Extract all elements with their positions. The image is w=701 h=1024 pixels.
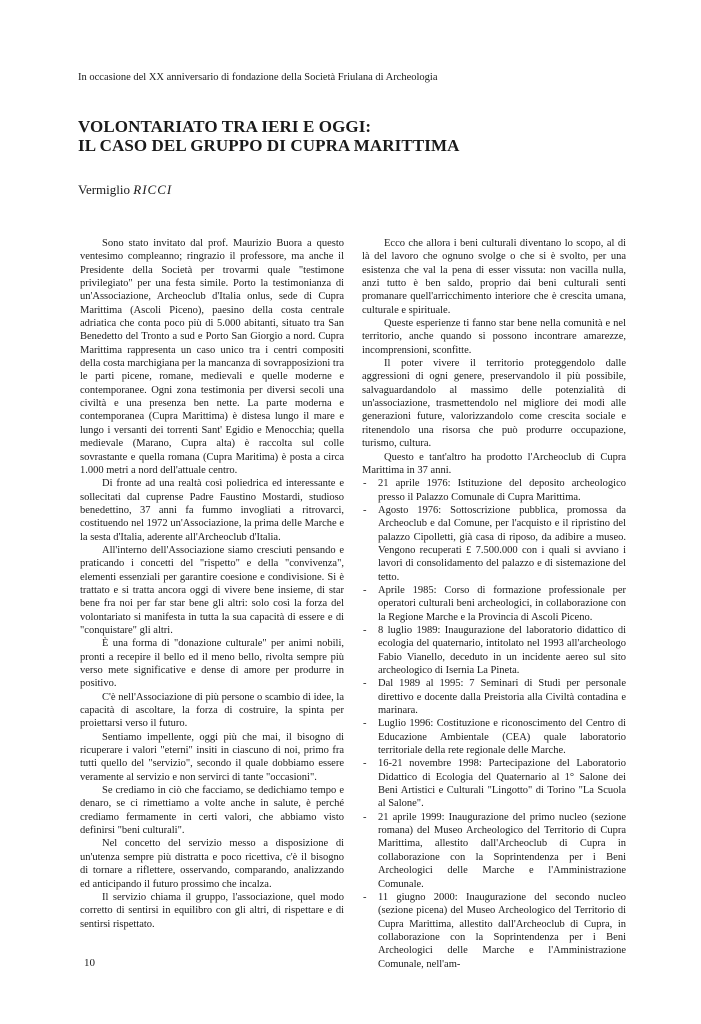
- author-surname: RICCI: [133, 182, 173, 197]
- title-line-2: IL CASO DEL GRUPPO DI CUPRA MARITTIMA: [78, 136, 460, 155]
- body-paragraph: Ecco che allora i beni culturali diventano lo scopo, al di là del lavoro che ognuno svolge o che si è svolto, per una esistenza che val la pena di esser vissuta: non vacilla nulla, anzi tutto è ben saldo, proprio dai beni culturali senti promanare quell'arricchimento interiore che è crescita umana, culturale e spirituale.: [362, 238, 626, 316]
- title-line-1: VOLONTARIATO TRA IERI E OGGI:: [78, 117, 372, 136]
- body-paragraph: È una forma di "donazione culturale" per animi nobili, pronti a recepire il bello ed il meno bello, rivolta sempre più verso mete significative e dense di amore per produrre in positivo.: [80, 638, 344, 690]
- list-item: [362, 717, 626, 757]
- body-paragraph: Sentiamo impellente, oggi più che mai, il bisogno di ricuperare i valori "eterni" insiti in ciascuno di noi, primo fra tutti quello del "servizio", secondo il quale dobbiamo essere veramente al servizio e non servirci di tante "occasioni".: [80, 731, 344, 783]
- list-item: [362, 624, 626, 677]
- left-column: [80, 237, 344, 931]
- body-paragraph: All'interno dell'Associazione siamo cresciuti pensando e praticando i concetti del "rispetto" e della "convivenza", elementi essenziali per garantire coesione e condivisione. Si è trattato e si tratta ancora oggi di vivere bene insieme, di star bene fra noi per far star bene gli altri: solo così la forza del volontariato si manifesta in tutta la sua capacità di essere e di "conquistare" gli altri.: [80, 544, 344, 636]
- body-paragraph: Sono stato invitato dal prof. Maurizio Buora a questo ventesimo compleanno; ringrazio il professore, ma anche il Presidente della Società per trovarmi quale "testimone privilegiato" per una festa simile. Porto la testimonianza di un'Associazione, Archeoclub d'Italia onlus, sede di Cupra Marittima (Ascoli Piceno), paesino della costa centrale adriatica che conta poco più di 5.000 abitanti, situato tra San Benedetto del Tronto a sud e Porto San Giorgio a nord. Cupra Marittima rappresenta un caso unico tra i centri compositi della costa marchigiana per la mancanza di sovrapposizioni tra le parti picene, romane, medievali e quelle moderne e contemporanee. Ogni zona testimonia per diversi secoli una civiltà e una presenza ben nette. La parte moderna e contemporanea (Cupra Marittima) è distesa lungo il mare e lungo i versanti dei torrenti Sant' Egidio e Menocchia; quella medievale (Marano, Cupra alta) è raccolta sul colle sovrastante e quella romana (Cupra Maritima) è posta a circa 1.000 metri a nord dell'attuale centro.: [80, 238, 344, 476]
- body-paragraph: Questo e tant'altro ha prodotto l'Archeoclub di Cupra Marittima in 37 anni.: [362, 451, 626, 476]
- list-dash: -: [363, 624, 367, 636]
- list-item: [362, 891, 626, 971]
- body-paragraph: Nel concetto del servizio messo a disposizione di un'utenza sempre più distratta e poco ricettiva, c'è il bisogno di tornare a riflettere, osservando, comparando, analizzando ed anticipando il futuro prossimo che incalza.: [80, 838, 344, 890]
- list-dash: -: [363, 758, 367, 770]
- list-item-text: 16-21 novembre 1998: Partecipazione del Laboratorio Didattico di Ecologia del Quaternario al 1° Salone dei Beni Artistici e Culturali "Lingotto" di Torino "La Scuola al Salone".: [378, 758, 626, 810]
- list-item: [362, 504, 626, 584]
- page-number: 10: [84, 957, 95, 969]
- list-item-text: Dal 1989 al 1995: 7 Seminari di Studi per personale direttivo e docente dalla Preistoria alla Civiltà contadina e marinara.: [378, 678, 626, 717]
- list-dash: -: [363, 504, 367, 516]
- list-item-text: 21 aprile 1999: Inaugurazione del primo nucleo (sezione romana) del Museo Archeologico del Territorio di Cupra Marittima, allestito dall'Archeoclub di Cupra in collaborazione con la Soprintendenza per i Beni Archeologici delle Marche e l'Amministrazione Comunale.: [378, 811, 626, 890]
- list-item: [362, 477, 626, 504]
- activities-list: [362, 477, 626, 971]
- list-dash: -: [363, 718, 367, 730]
- body-paragraph: Se crediamo in ciò che facciamo, se dedichiamo tempo e denaro, se ci rimettiamo a volte anche in salute, è perché crediamo fermamente in certi valori, che abbiamo visto definirsi "beni culturali".: [80, 785, 344, 837]
- body-paragraph: Di fronte ad una realtà così poliedrica ed interessante e sollecitati dal cuprense Padre Faustino Mostardi, studioso benedettino, 37 anni fa fummo invogliati a ritrovarci, costituendo nel 1972 un'Associazione, la prima delle Marche e la sesta d'Italia, aderente all'Archeoclub d'Italia.: [80, 478, 344, 543]
- list-item: [362, 677, 626, 717]
- list-item-text: Aprile 1985: Corso di formazione professionale per operatori culturali beni archeologici, in collaborazione con la Regione Marche e la Provincia di Ascoli Piceno.: [378, 584, 626, 623]
- list-dash: -: [363, 811, 367, 823]
- body-paragraph: Il servizio chiama il gruppo, l'associazione, quel modo corretto di sentirsi in equilibro con gli altri, di rispettare e di sentirsi rispettato.: [80, 891, 344, 930]
- author-given-name: Vermiglio: [78, 182, 130, 197]
- article-title: [78, 117, 598, 155]
- list-item-text: Luglio 1996: Costituzione e riconoscimento del Centro di Educazione Ambientale (CEA) quale laboratorio territoriale della rete regionale delle Marche.: [378, 718, 626, 757]
- body-paragraph: Il poter vivere il territorio proteggendolo dalle aggressioni di ogni genere, preservandolo il più possibile, salvaguardandolo al massimo delle potenzialità di un'associazione, trasmettendolo nel migliore dei modi alle generazioni future, valorizzandolo come crescita sociale e ritenendolo una risorsa che può produrre occupazione, turismo, cultura.: [362, 358, 626, 450]
- list-item: [362, 811, 626, 891]
- list-item-text: 11 giugno 2000: Inaugurazione del secondo nucleo (sezione picena) del Museo Archeologico del Territorio di Cupra Marittima, allestito dall'Archeoclub di Cupra, in collaborazione con la Soprintendenza per i Beni Archeologici delle Marche e l'Amministrazione Comunale, nell'am-: [378, 891, 626, 970]
- running-header: In occasione del XX anniversario di fondazione della Società Friulana di Archeologia: [78, 72, 438, 83]
- list-dash: -: [363, 891, 367, 903]
- body-paragraph: Queste esperienze ti fanno star bene nella comunità e nel territorio, anche quando si possono incontrare amarezze, incomprensioni, sconfitte.: [362, 318, 626, 356]
- body-paragraph: C'è nell'Associazione di più persone o scambio di idee, la capacità di ascoltare, la forza di costruire, la spinta per proiettarsi verso il futuro.: [80, 691, 344, 730]
- list-item-text: Agosto 1976: Sottoscrizione pubblica, promossa da Archeoclub e dal Comune, per l'acquisto e il ripristino del palazzo Cipolletti, già casa di riposo, da adibire a museo. Vengono recuperati £ 7.500.000 con i quali si avviano i lavori di consolidamento del palazzo e di sistemazione del tetto.: [378, 504, 626, 583]
- list-dash: -: [363, 584, 367, 596]
- list-item-text: 8 luglio 1989: Inaugurazione del laboratorio didattico di ecologia del quaternario, intitolato nel 1993 all'archeologo Fabio Vianello, deceduto in un incidente aereo sul sito archeologico di Isernia La Pineta.: [378, 624, 626, 676]
- right-column: [362, 237, 626, 971]
- list-dash: -: [363, 678, 367, 690]
- list-item: [362, 584, 626, 624]
- list-dash: -: [363, 478, 367, 490]
- list-item: [362, 757, 626, 810]
- author-byline: [78, 182, 172, 198]
- list-item-text: 21 aprile 1976: Istituzione del deposito archeologico presso il Palazzo Comunale di Cupra Marittima.: [378, 478, 626, 503]
